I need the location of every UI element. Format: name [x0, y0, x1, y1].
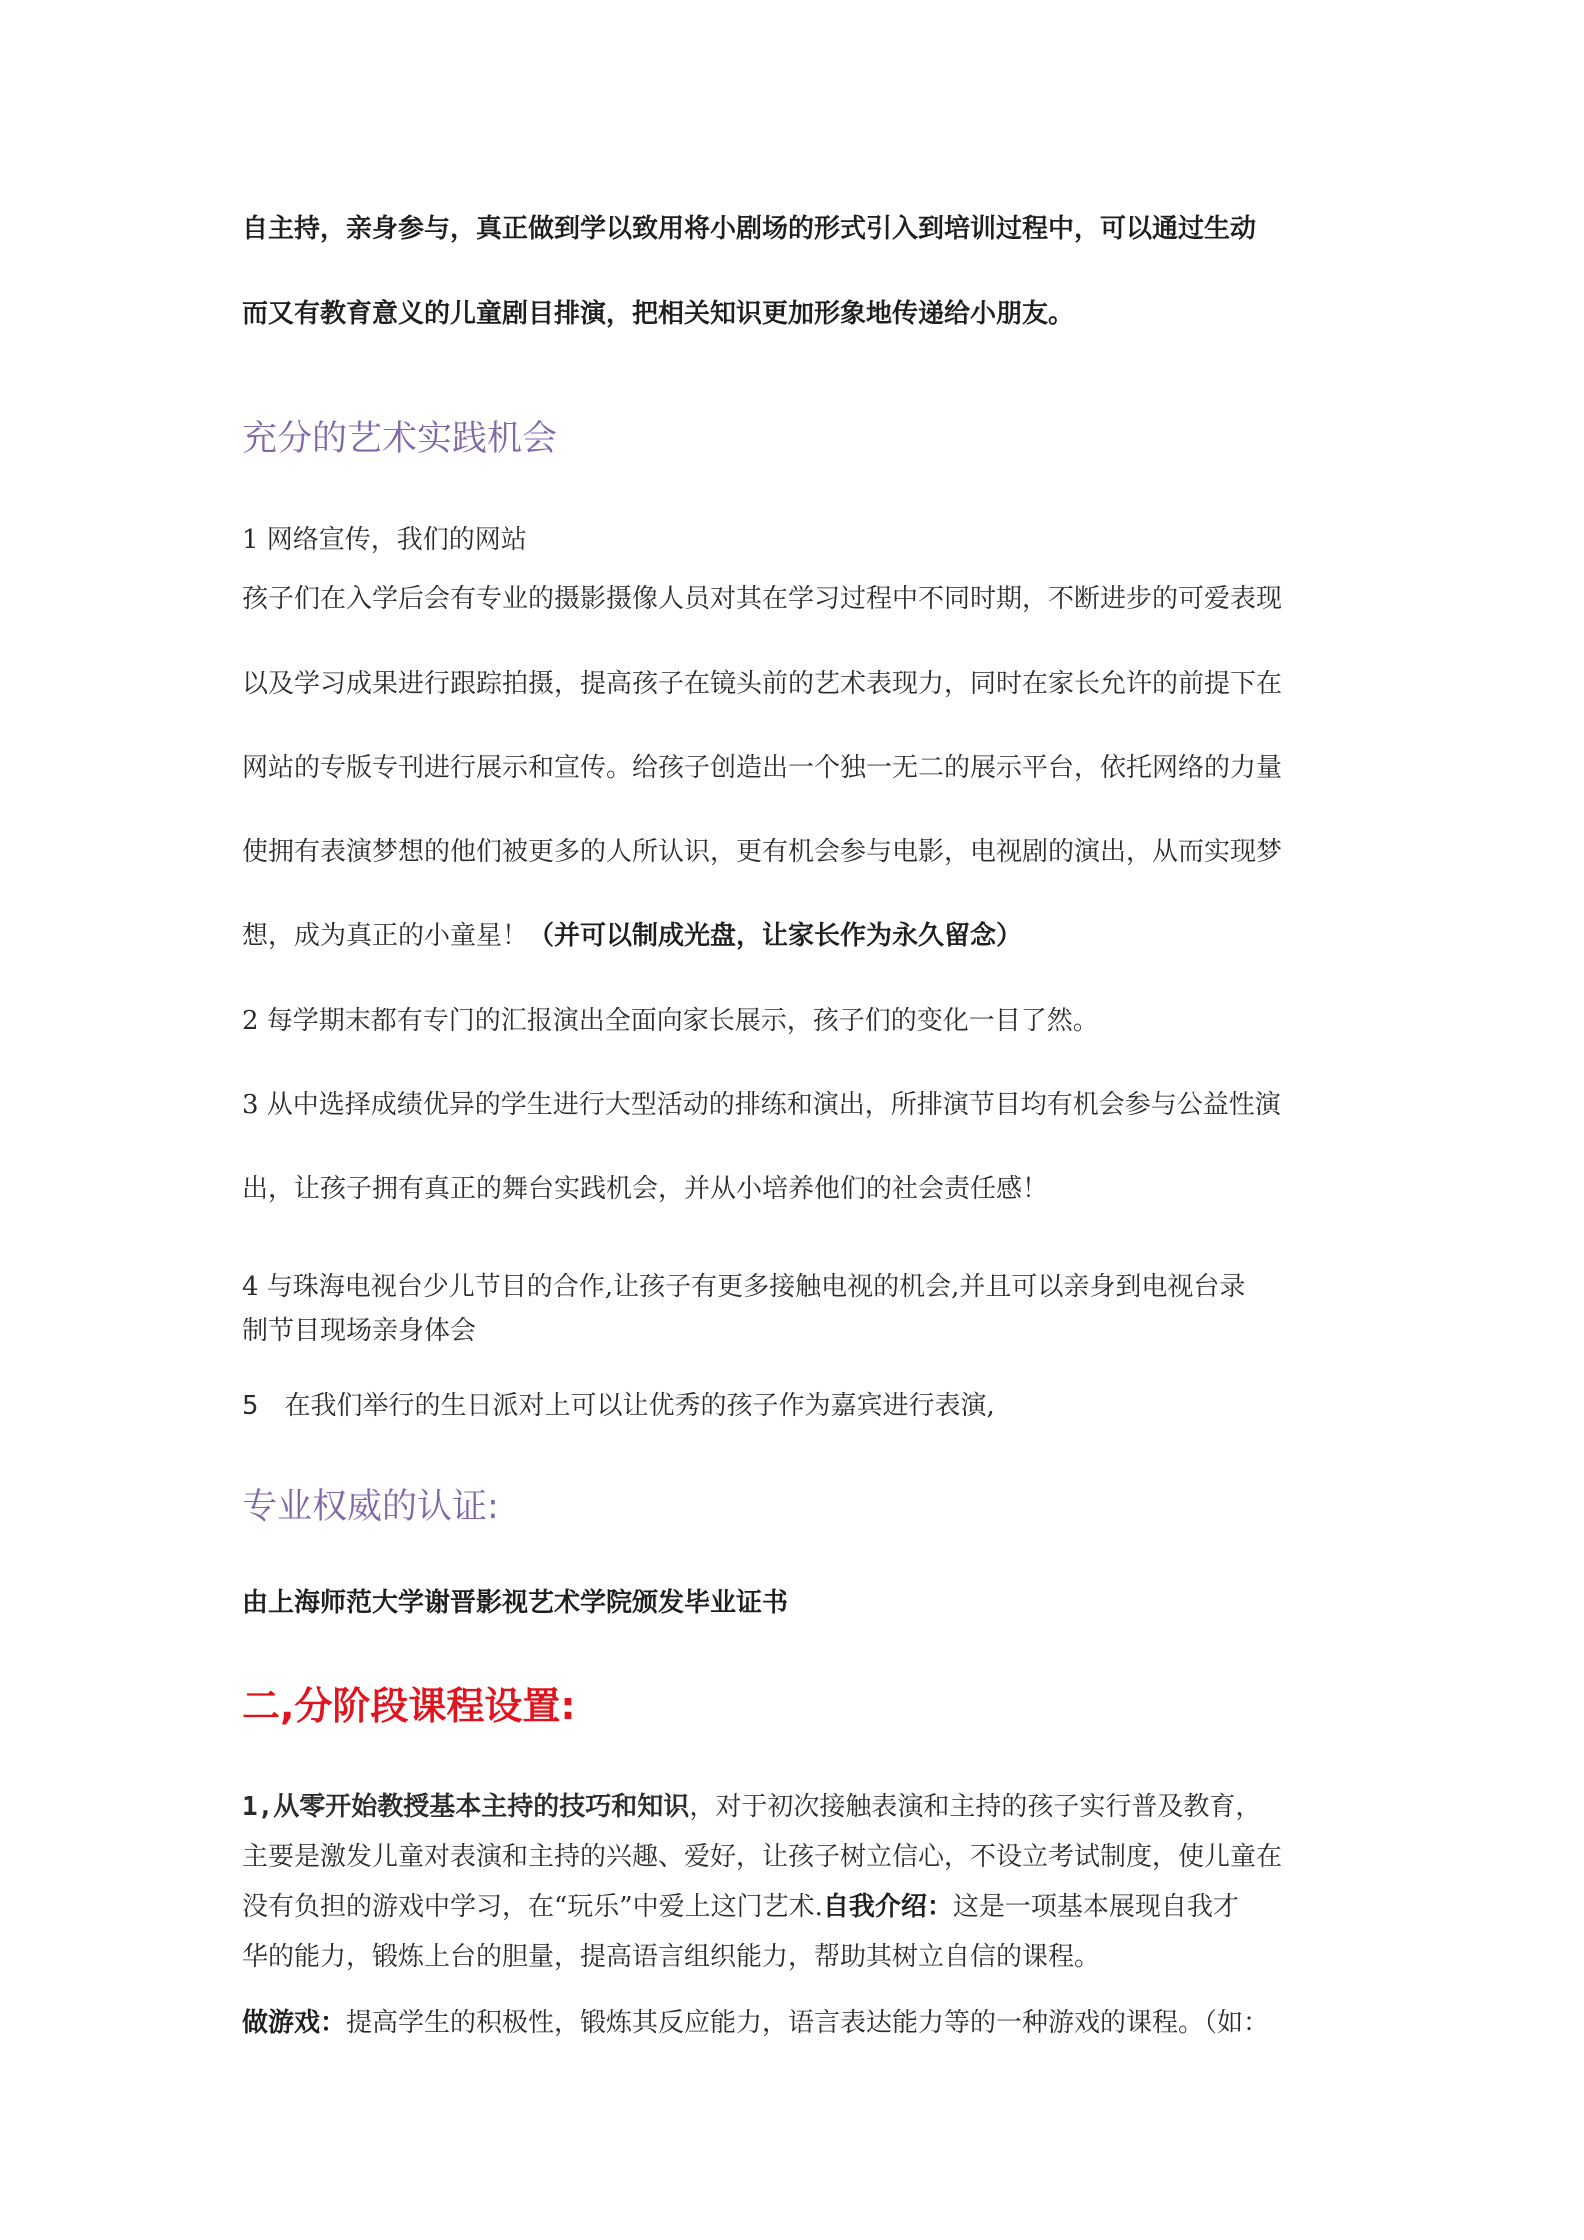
- course-1-line-3-plain: 没有负担的游戏中学习，在“玩乐”中爱上这门艺术.: [242, 1892, 823, 1922]
- game-label: 做游戏：: [242, 2008, 347, 2038]
- practice-item-1-line: 网站的专版专刊进行展示和宣传。给孩子创造出一个独一无二的展示平台，依托网络的力量: [242, 753, 1283, 783]
- practice-item-4-line-2: 制节目现场亲身体会: [242, 1316, 477, 1346]
- practice-item-5-number: 5: [242, 1391, 259, 1421]
- heading-certification: 专业权威的认证:: [242, 1487, 499, 1527]
- practice-item-1-line: 孩子们在入学后会有专业的摄影摄像人员对其在学习过程中不同时期，不断进步的可爱表现: [242, 584, 1283, 614]
- heading-practice: 充分的艺术实践机会: [242, 419, 558, 459]
- certification-text: 由上海师范大学谢晋影视艺术学院颁发毕业证书: [242, 1588, 789, 1618]
- intro-line-2: 而又有教育意义的儿童剧目排演，把相关知识更加形象地传递给小朋友。: [242, 299, 1075, 329]
- heading-courses: 二,分阶段课程设置:: [242, 1684, 576, 1728]
- practice-item-1-last-line: [242, 921, 1022, 952]
- practice-item-5-text: 在我们举行的生日派对上可以让优秀的孩子作为嘉宾进行表演,: [284, 1391, 995, 1421]
- game-text: 提高学生的积极性，锻炼其反应能力，语言表达能力等的一种游戏的课程。（如：: [346, 2008, 1270, 2038]
- course-1-line-1: [242, 1792, 1261, 1823]
- practice-item-1-last-plain: 想，成为真正的小童星！: [242, 921, 529, 951]
- intro-line-1: 自主持，亲身参与，真正做到学以致用将小剧场的形式引入到培训过程中，可以通过生动: [242, 214, 1257, 244]
- course-1-rest: ，对于初次接触表演和主持的孩子实行普及教育，: [689, 1792, 1262, 1822]
- course-1-line-4: 华的能力，锻炼上台的胆量，提高语言组织能力，帮助其树立自信的课程。: [242, 1942, 1101, 1972]
- self-intro-text: 这是一项基本展现自我才: [952, 1892, 1239, 1922]
- practice-item-1-line: 使拥有表演梦想的他们被更多的人所认识，更有机会参与电影，电视剧的演出，从而实现梦: [242, 837, 1283, 867]
- practice-item-1-last-bold: （并可以制成光盘，让家长作为永久留念）: [528, 921, 1023, 951]
- practice-item-1-title: 1 网络宣传，我们的网站: [242, 525, 527, 555]
- self-intro-label: 自我介绍：: [822, 1892, 953, 1922]
- course-1-line-3: [242, 1892, 1239, 1923]
- course-1-line-2: 主要是激发儿童对表演和主持的兴趣、爱好，让孩子树立信心，不设立考试制度，使儿童在: [242, 1842, 1283, 1872]
- practice-item-2: 2 每学期末都有专门的汇报演出全面向家长展示，孩子们的变化一目了然。: [242, 1006, 1099, 1036]
- practice-item-4-line-1: 4 与珠海电视台少儿节目的合作,让孩子有更多接触电视的机会,并且可以亲身到电视台录: [242, 1272, 1246, 1302]
- practice-item-5: [242, 1391, 995, 1422]
- practice-item-3-line-2: 出，让孩子拥有真正的舞台实践机会，并从小培养他们的社会责任感！: [242, 1174, 1049, 1204]
- game-line: [242, 2008, 1269, 2039]
- course-1-title: 1,从零开始教授基本主持的技巧和知识: [242, 1792, 690, 1822]
- practice-item-3-line-1: 3 从中选择成绩优异的学生进行大型活动的排练和演出，所排演节目均有机会参与公益性演: [242, 1090, 1281, 1120]
- practice-item-1-line: 以及学习成果进行跟踪拍摄，提高孩子在镜头前的艺术表现力，同时在家长允许的前提下在: [242, 669, 1283, 699]
